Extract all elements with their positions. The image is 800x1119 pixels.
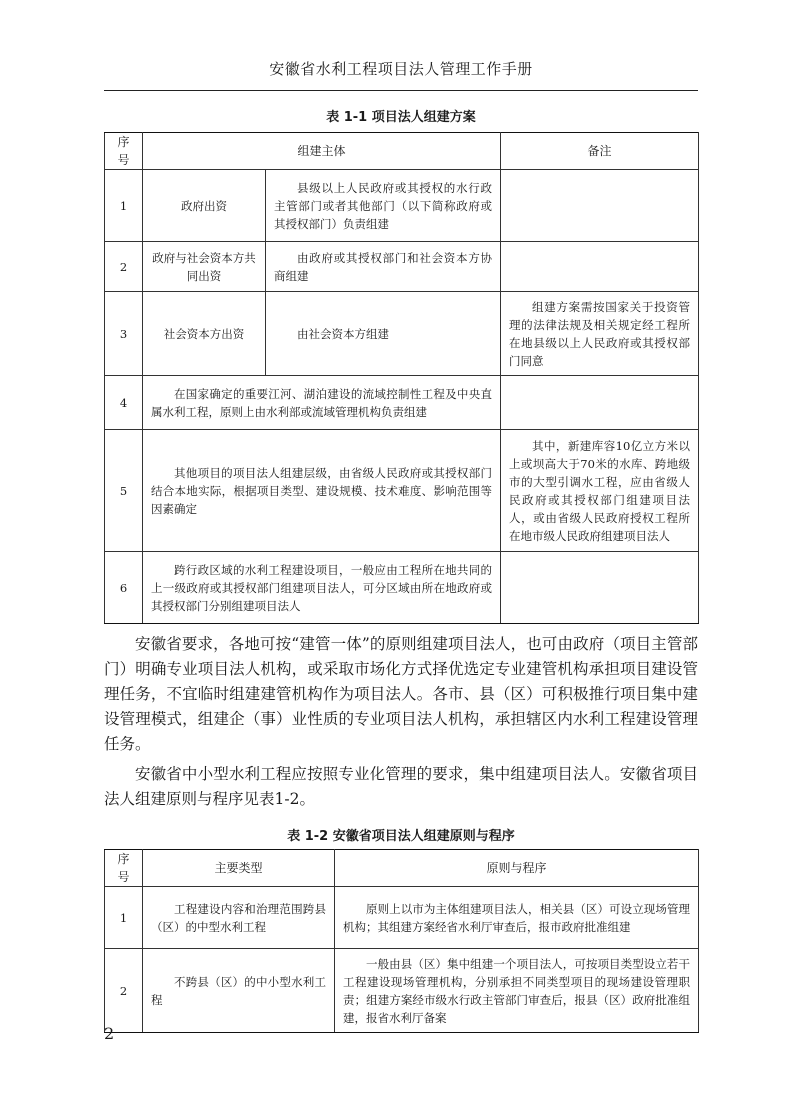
- row-number: 1: [105, 170, 143, 242]
- row-detail: 由社会资本方组建: [266, 292, 501, 376]
- row-number: 2: [105, 242, 143, 292]
- row-text: 在国家确定的重要江河、湖泊建设的流域控制性工程及中央直属水利工程，原则上由水利部或流域管理机构负责组建: [143, 376, 501, 430]
- row-note: [501, 552, 699, 624]
- row-number: 1: [105, 887, 143, 949]
- table-header-row: [105, 850, 699, 887]
- table-row: [105, 430, 699, 552]
- row-note: [501, 242, 699, 292]
- row-number: 4: [105, 376, 143, 430]
- row-type: 不跨县（区）的中小型水利工程: [143, 949, 335, 1033]
- header-rule: [104, 90, 698, 91]
- table-header-row: [105, 133, 699, 170]
- table-1-1-caption: 表 1-1 项目法人组建方案: [326, 110, 476, 125]
- table-row: [105, 242, 699, 292]
- running-header: 安徽省水利工程项目法人管理工作手册: [269, 60, 533, 78]
- row-note: 组建方案需按国家关于投资管理的法律法规及相关规定经工程所在地县级以上人民政府或其授权部门同意: [501, 292, 699, 376]
- body-paragraph: 安徽省要求，各地可按“建管一体”的原则组建项目法人，也可由政府（项目主管部门）明确专业项目法人机构，或采取市场化方式择优选定专业建管机构承担项目建设管理任务，不宜临时组建建管机构作为项目法人。各市、县（区）可积极推行项目集中建设管理模式，组建企（事）业性质的专业项目法人机构，承担辖区内水利工程建设管理任务。: [104, 635, 698, 753]
- row-principle: 原则上以市为主体组建项目法人，相关县（区）可设立现场管理机构；其组建方案经省水利厅审查后，报市政府批准组建: [335, 887, 699, 949]
- table-row: [105, 887, 699, 949]
- table-row: [105, 949, 699, 1033]
- row-subject: 政府出资: [143, 170, 266, 242]
- column-header: 序号: [105, 133, 143, 170]
- row-note: 其中，新建库容10亿立方米以上或坝高大于70米的水库、跨地级市的大型引调水工程，应由省级人民政府或其授权部门组建项目法人，或由省级人民政府授权工程所在地市级人民政府组建项目法人: [501, 430, 699, 552]
- column-header: 原则与程序: [335, 850, 699, 887]
- row-number: 6: [105, 552, 143, 624]
- table-1-1: [104, 132, 699, 624]
- row-number: 5: [105, 430, 143, 552]
- table-row: [105, 376, 699, 430]
- table-1-2: [104, 849, 699, 1033]
- column-header: 序号: [105, 850, 143, 887]
- row-detail: 县级以上人民政府或其授权的水行政主管部门或者其他部门（以下简称政府或其授权部门）负责组建: [266, 170, 501, 242]
- row-text: 其他项目的项目法人组建层级，由省级人民政府或其授权部门结合本地实际，根据项目类型、建设规模、技术难度、影响范围等因素确定: [143, 430, 501, 552]
- table-1-2-caption: 表 1-2 安徽省项目法人组建原则与程序: [287, 829, 515, 844]
- row-subject: 社会资本方出资: [143, 292, 266, 376]
- row-number: 2: [105, 949, 143, 1033]
- row-note: [501, 376, 699, 430]
- page-number: 2: [104, 1024, 115, 1043]
- column-header: 备注: [501, 133, 699, 170]
- column-header: 组建主体: [143, 133, 501, 170]
- row-note: [501, 170, 699, 242]
- row-number: 3: [105, 292, 143, 376]
- row-principle: 一般由县（区）集中组建一个项目法人，可按项目类型设立若干工程建设现场管理机构，分别承担不同类型项目的现场建设管理职责；组建方案经市级水行政主管部门审查后，报县（区）政府批准组建，报省水利厅备案: [335, 949, 699, 1033]
- table-row: [105, 552, 699, 624]
- row-text: 跨行政区域的水利工程建设项目，一般应由工程所在地共同的上一级政府或其授权部门组建项目法人，可分区域由所在地政府或其授权部门分别组建项目法人: [143, 552, 501, 624]
- row-detail: 由政府或其授权部门和社会资本方协商组建: [266, 242, 501, 292]
- row-subject: 政府与社会资本方共同出资: [143, 242, 266, 292]
- body-paragraph: 安徽省中小型水利工程应按照专业化管理的要求，集中组建项目法人。安徽省项目法人组建原则与程序见表1-2。: [104, 765, 698, 808]
- table-row: [105, 170, 699, 242]
- table-row: [105, 292, 699, 376]
- row-type: 工程建设内容和治理范围跨县（区）的中型水利工程: [143, 887, 335, 949]
- column-header: 主要类型: [143, 850, 335, 887]
